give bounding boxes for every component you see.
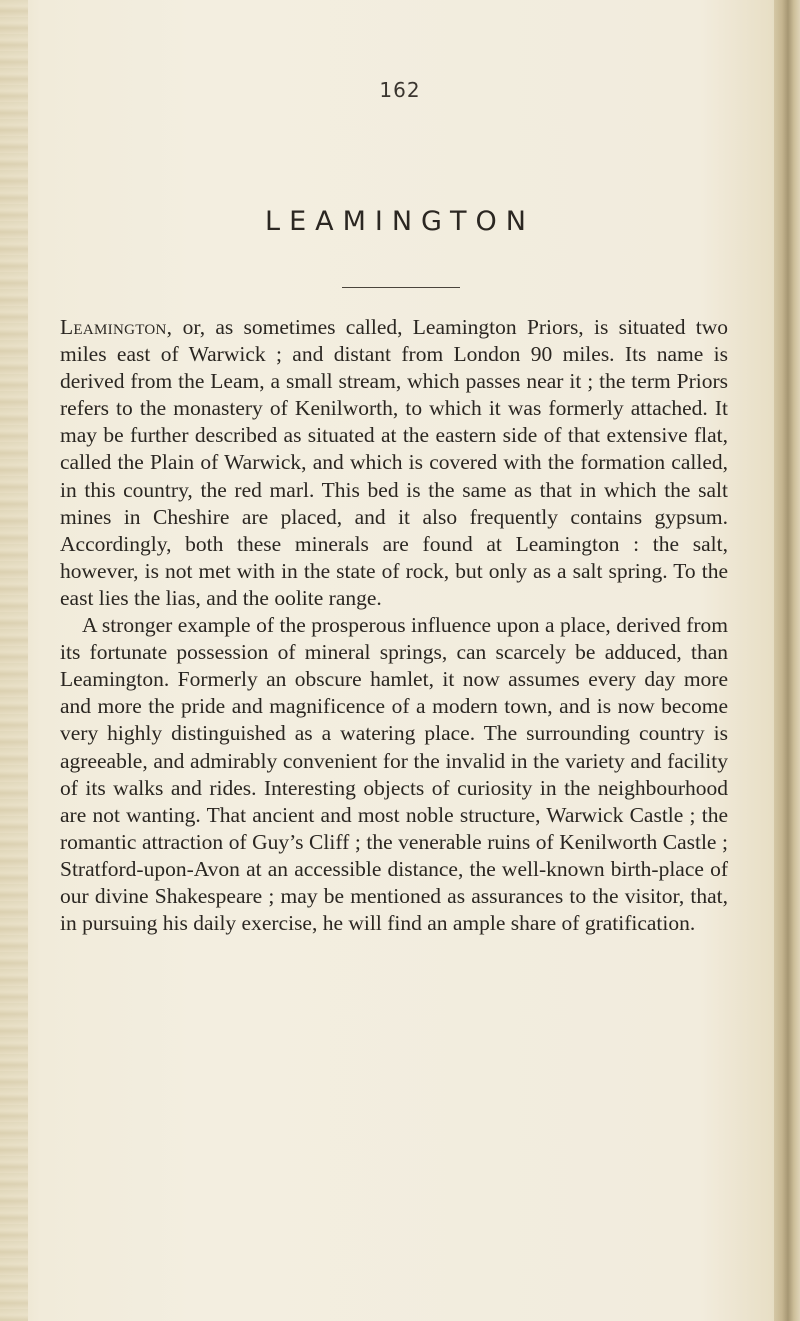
paragraph-1 bbox=[60, 314, 728, 612]
paragraph-1-lead: Leamington, bbox=[60, 315, 173, 339]
paragraph-2-text: A stronger example of the prosperous influence upon a place, derived from its fortunate possession of mineral springs, can scarcely be adduced, than Leamington. Formerly an obscure hamlet, it now assumes every day more and more the pride and magnificence of a modern town, and is now become very highly distinguished as a watering place. The surrounding country is agreeable, and admirably convenient for the invalid in the variety and facility of its walks and rides. Interesting objects of curiosity in the neighbourhood are not wanting. That ancient and most noble structure, Warwick Castle ; the romantic attraction of Guy’s Cliff ; the venerable ruins of Kenilworth Castle ; Stratford-upon-Avon at an accessible distance, the well-known birth-place of our divine Shakespeare ; may be mentioned as assurances to the visitor, that, in pursuing his daily exercise, he will find an ample share of gratification. bbox=[60, 613, 728, 936]
page-number: 162 bbox=[379, 78, 421, 102]
title-divider bbox=[342, 287, 460, 288]
paragraph-1-text: or, as sometimes called, Leamington Priors, is situated two miles east of Warwick ; and distant from London 90 miles. Its name is derived from the Leam, a small stream, which passes near it ; the term Priors refers to the monastery of Kenilworth, to which it was formerly attached. It may be further described as situated at the eastern side of that extensive flat, called the Plain of Warwick, and which is covered with the formation called, in this country, the red marl. This bed is the same as that in which the salt mines in Cheshire are placed, and it also frequently contains gypsum. Accordingly, both these minerals are found at Leamington : the salt, however, is not met with in the state of rock, but only as a salt spring. To the east lies the lias, and the oolite range. bbox=[60, 315, 728, 610]
page-left-edge bbox=[0, 0, 28, 1321]
page-binding-edge bbox=[774, 0, 800, 1321]
chapter-title: LEAMINGTON bbox=[265, 206, 535, 237]
body-text bbox=[60, 314, 728, 937]
paragraph-2 bbox=[60, 612, 728, 937]
